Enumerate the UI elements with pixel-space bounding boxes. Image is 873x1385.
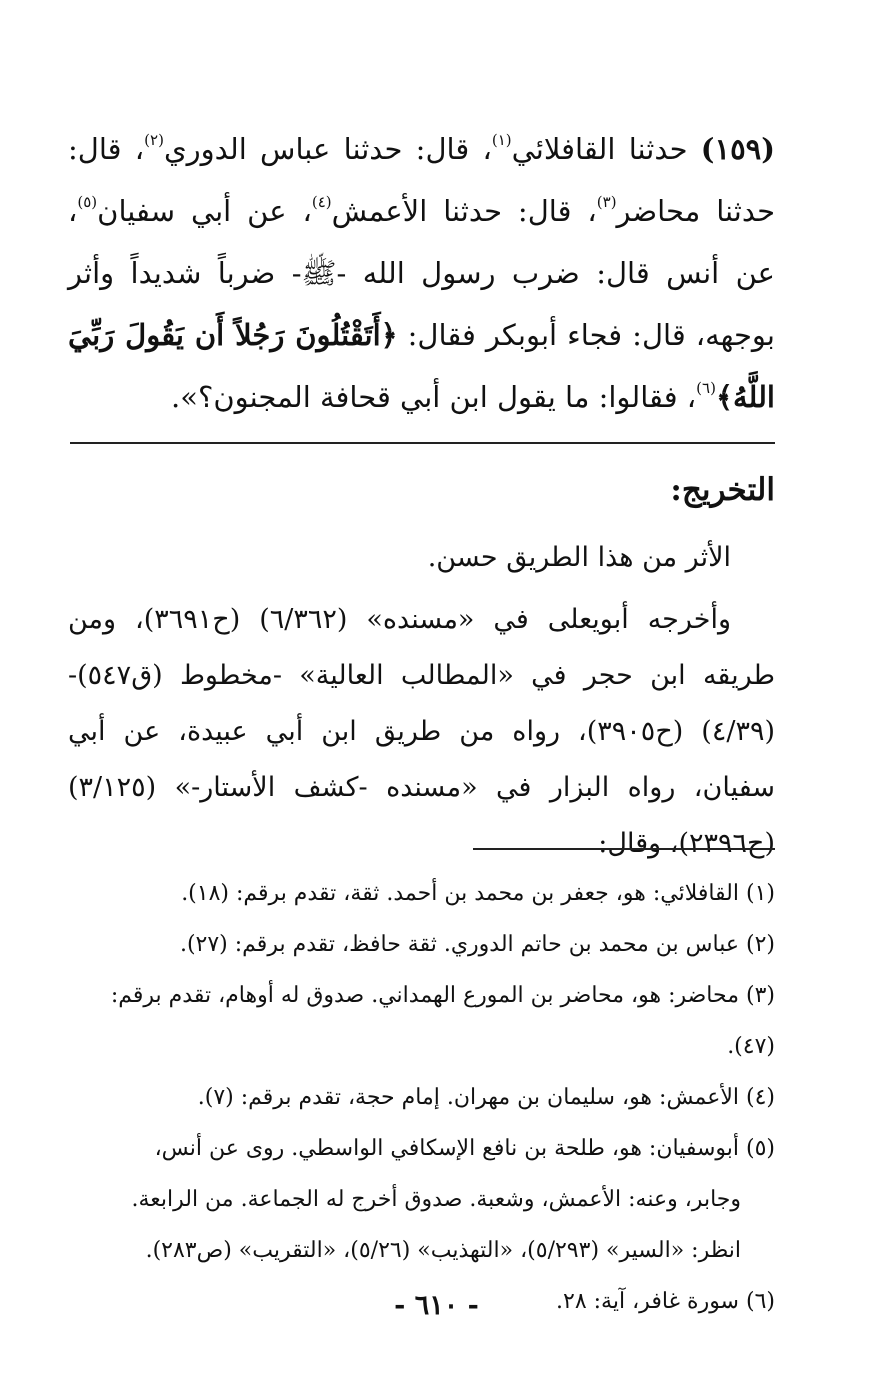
quran-verse: ﴿أَتَقْتُلُونَ رَجُلاً أَن يَقُولَ رَبِّيَ اللَّهُ﴾: [68, 318, 775, 414]
hadith-segment: ، عن أنس قال: ضرب رسول الله -ﷺ- ضرباً شديداً وأثر بوجهه، قال: فجاء أبوبكر فقال:: [68, 194, 775, 352]
footnote-1: (١) القافلائي: هو، جعفر بن محمد بن أحمد. ثقة، تقدم برقم: (١٨).: [181, 881, 775, 906]
hadith-segment: ، فقالوا: ما يقول ابن أبي قحافة المجنون؟».: [171, 380, 697, 414]
footnote-ref-1[interactable]: (١): [491, 131, 512, 149]
footnote-3: (٣) محاضر: هو، محاضر بن المورع الهمداني. صدوق له أوهام، تقدم برقم: (٤٧).: [110, 983, 775, 1059]
footnote-5-continuation: انظر: «السير» (٥/٢٩٣)، «التهذيب» (٥/٢٦)، «التقريب» (ص٢٨٣).: [145, 1238, 741, 1263]
footnote-4: (٤) الأعمش: هو، سليمان بن مهران. إمام حجة، تقدم برقم: (٧).: [197, 1085, 775, 1110]
hadith-segment: ، قال: حدثنا الأعمش: [331, 194, 597, 228]
footnotes: [68, 868, 775, 1327]
takhrij-paragraph: وأخرجه أبويعلى في «مسنده» (٦/٣٦٢) (ح٣٦٩١)، ومن طريقه ابن حجر في «المطالب العالية» -مخطوط (ق٥٤٧)- (٤/٣٩) (ح٣٩٠٥)، رواه من طريق ابن أبي عبيدة، عن أبي سفيان، رواه البزار في «مسنده -كشف الأستار-» (٣/١٢٥) (ح٢٣٩٦)، وقال:: [68, 604, 775, 859]
hadith-text: [68, 118, 775, 428]
footnote-5: [68, 1123, 775, 1276]
takhrij-paragraph: الأثر من هذا الطريق حسن.: [427, 542, 731, 573]
hadith-segment: حدثنا القافلائي: [511, 132, 701, 166]
takhrij-heading: التخريج:: [670, 472, 775, 508]
section-divider: [70, 442, 775, 444]
hadith-number: (١٥٩): [700, 132, 775, 166]
footnote-ref-4[interactable]: (٤): [311, 193, 332, 211]
footnote-6: (٦) سورة غافر، آية: ٢٨.: [556, 1289, 775, 1314]
footnote-ref-5[interactable]: (٥): [77, 193, 98, 211]
hadith-segment: ، قال: حدثنا عباس الدوري: [163, 132, 492, 166]
footnote-ref-3[interactable]: (٣): [596, 193, 617, 211]
footnote-ref-6[interactable]: (٦): [696, 379, 716, 397]
takhrij-body: [68, 530, 775, 872]
hadith-segment: ، قال: حدثنا محاضر: [68, 132, 775, 228]
hadith-segment: ، عن أبي سفيان: [97, 194, 312, 228]
footnote-divider: [473, 848, 775, 850]
footnote-5-line: (٥) أبوسفيان: هو، طلحة بن نافع الإسكافي الواسطي. روى عن أنس،: [154, 1136, 775, 1161]
footnote-5-continuation: وجابر، وعنه: الأعمش، وشعبة. صدوق أخرج له الجماعة. من الرابعة.: [131, 1187, 741, 1212]
footnote-ref-2[interactable]: (٢): [144, 131, 164, 149]
footnote-2: (٢) عباس بن محمد بن حاتم الدوري. ثقة حافظ، تقدم برقم: (٢٧).: [179, 932, 775, 957]
page-number: - ٦١٠ -: [394, 1290, 479, 1321]
